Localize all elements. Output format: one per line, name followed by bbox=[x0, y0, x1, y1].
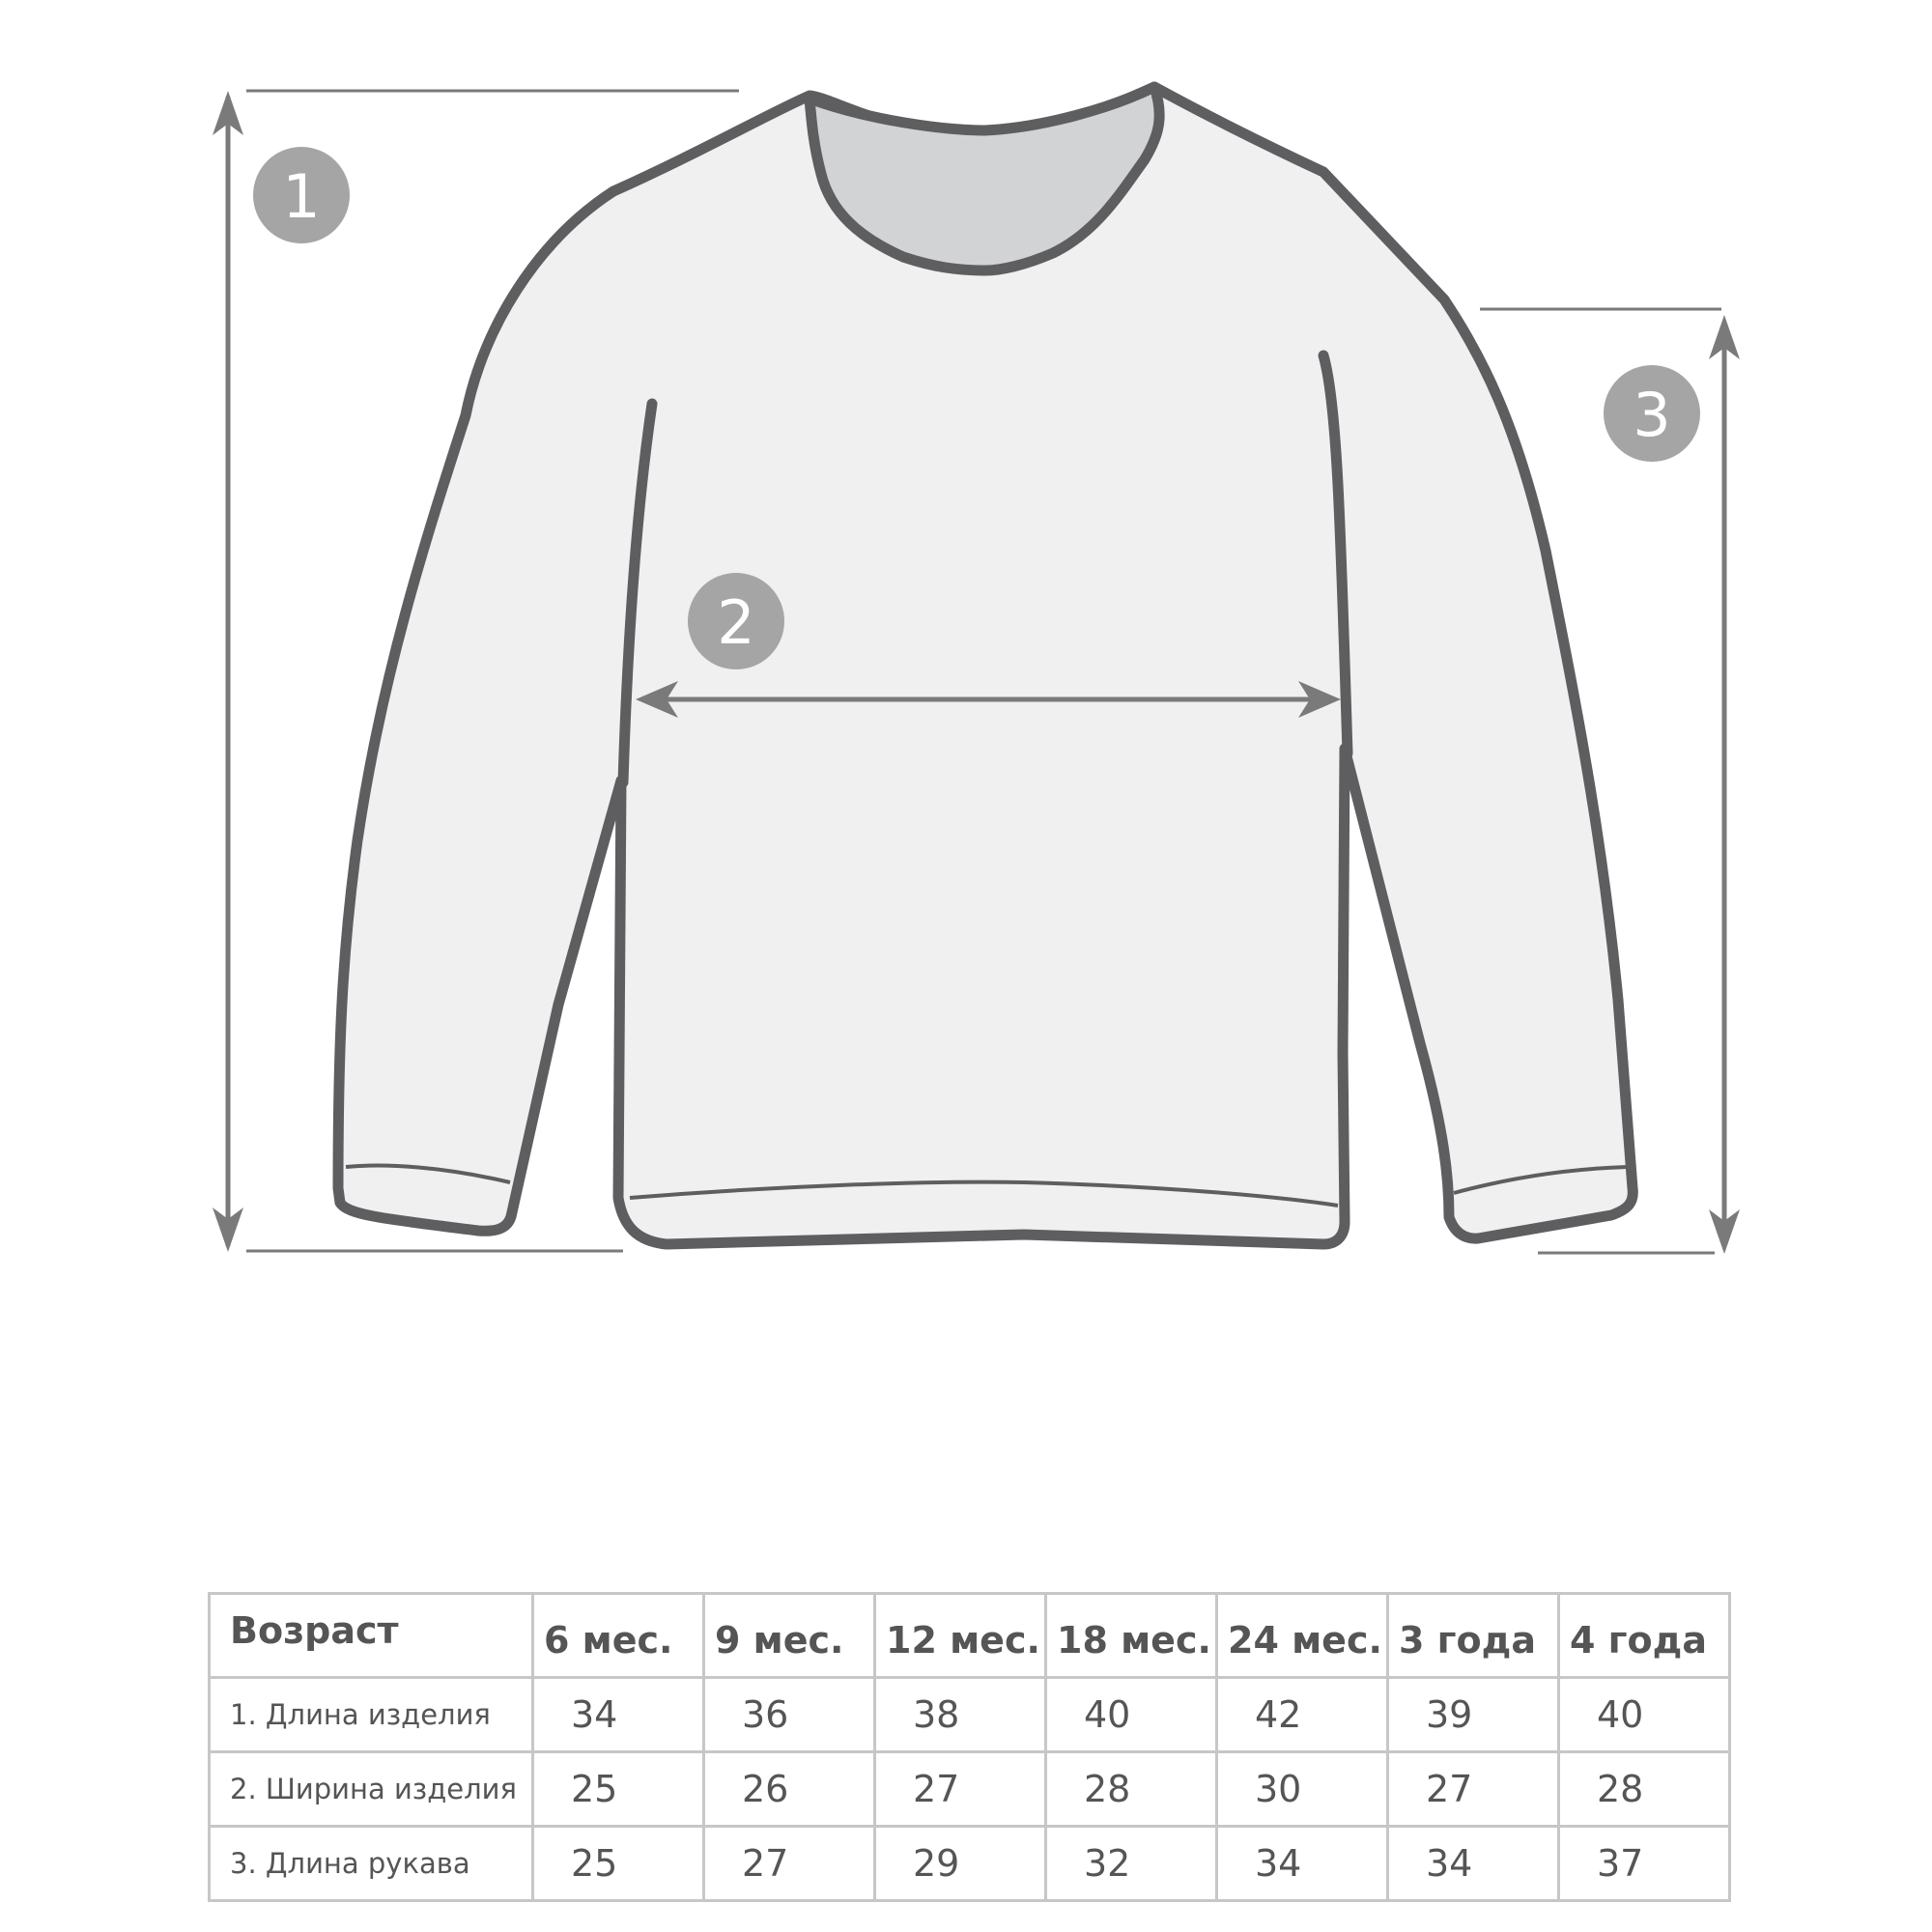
table-header-row bbox=[210, 1594, 1730, 1678]
sweater-outline-icon bbox=[338, 87, 1633, 1244]
table-cell: 34 bbox=[1217, 1827, 1388, 1901]
table-cell: 34 bbox=[533, 1678, 704, 1752]
column-header: 4 года bbox=[1559, 1594, 1730, 1678]
table-cell: 27 bbox=[1388, 1752, 1559, 1827]
row-label: 1. Длина изделия bbox=[210, 1678, 533, 1752]
table-cell: 27 bbox=[704, 1827, 875, 1901]
table-cell: 36 bbox=[704, 1678, 875, 1752]
table-cell: 32 bbox=[1046, 1827, 1217, 1901]
column-header: 18 мес. bbox=[1046, 1594, 1217, 1678]
column-header: 3 года bbox=[1388, 1594, 1559, 1678]
table-cell: 27 bbox=[875, 1752, 1046, 1827]
table-cell: 39 bbox=[1388, 1678, 1559, 1752]
table-cell: 28 bbox=[1046, 1752, 1217, 1827]
table-cell: 38 bbox=[875, 1678, 1046, 1752]
marker-2-number: 2 bbox=[717, 587, 755, 658]
row-label: 3. Длина рукава bbox=[210, 1827, 533, 1901]
table-cell: 40 bbox=[1046, 1678, 1217, 1752]
table-cell: 28 bbox=[1559, 1752, 1730, 1827]
row-label: 2. Ширина изделия bbox=[210, 1752, 533, 1827]
age-header: Возраст bbox=[210, 1594, 533, 1678]
column-header: 12 мес. bbox=[875, 1594, 1046, 1678]
table-cell: 26 bbox=[704, 1752, 875, 1827]
marker-1-number: 1 bbox=[282, 161, 321, 232]
table-cell: 34 bbox=[1388, 1827, 1559, 1901]
table-row bbox=[210, 1827, 1730, 1901]
size-chart-table bbox=[208, 1592, 1731, 1902]
table-cell: 42 bbox=[1217, 1678, 1388, 1752]
table-row bbox=[210, 1752, 1730, 1827]
column-header: 9 мес. bbox=[704, 1594, 875, 1678]
table-cell: 37 bbox=[1559, 1827, 1730, 1901]
marker-3-number: 3 bbox=[1633, 380, 1671, 450]
table-cell: 29 bbox=[875, 1827, 1046, 1901]
column-header: 24 мес. bbox=[1217, 1594, 1388, 1678]
table-cell: 30 bbox=[1217, 1752, 1388, 1827]
column-header: 6 мес. bbox=[533, 1594, 704, 1678]
table-row bbox=[210, 1678, 1730, 1752]
table-cell: 25 bbox=[533, 1752, 704, 1827]
table-cell: 40 bbox=[1559, 1678, 1730, 1752]
table-cell: 25 bbox=[533, 1827, 704, 1901]
